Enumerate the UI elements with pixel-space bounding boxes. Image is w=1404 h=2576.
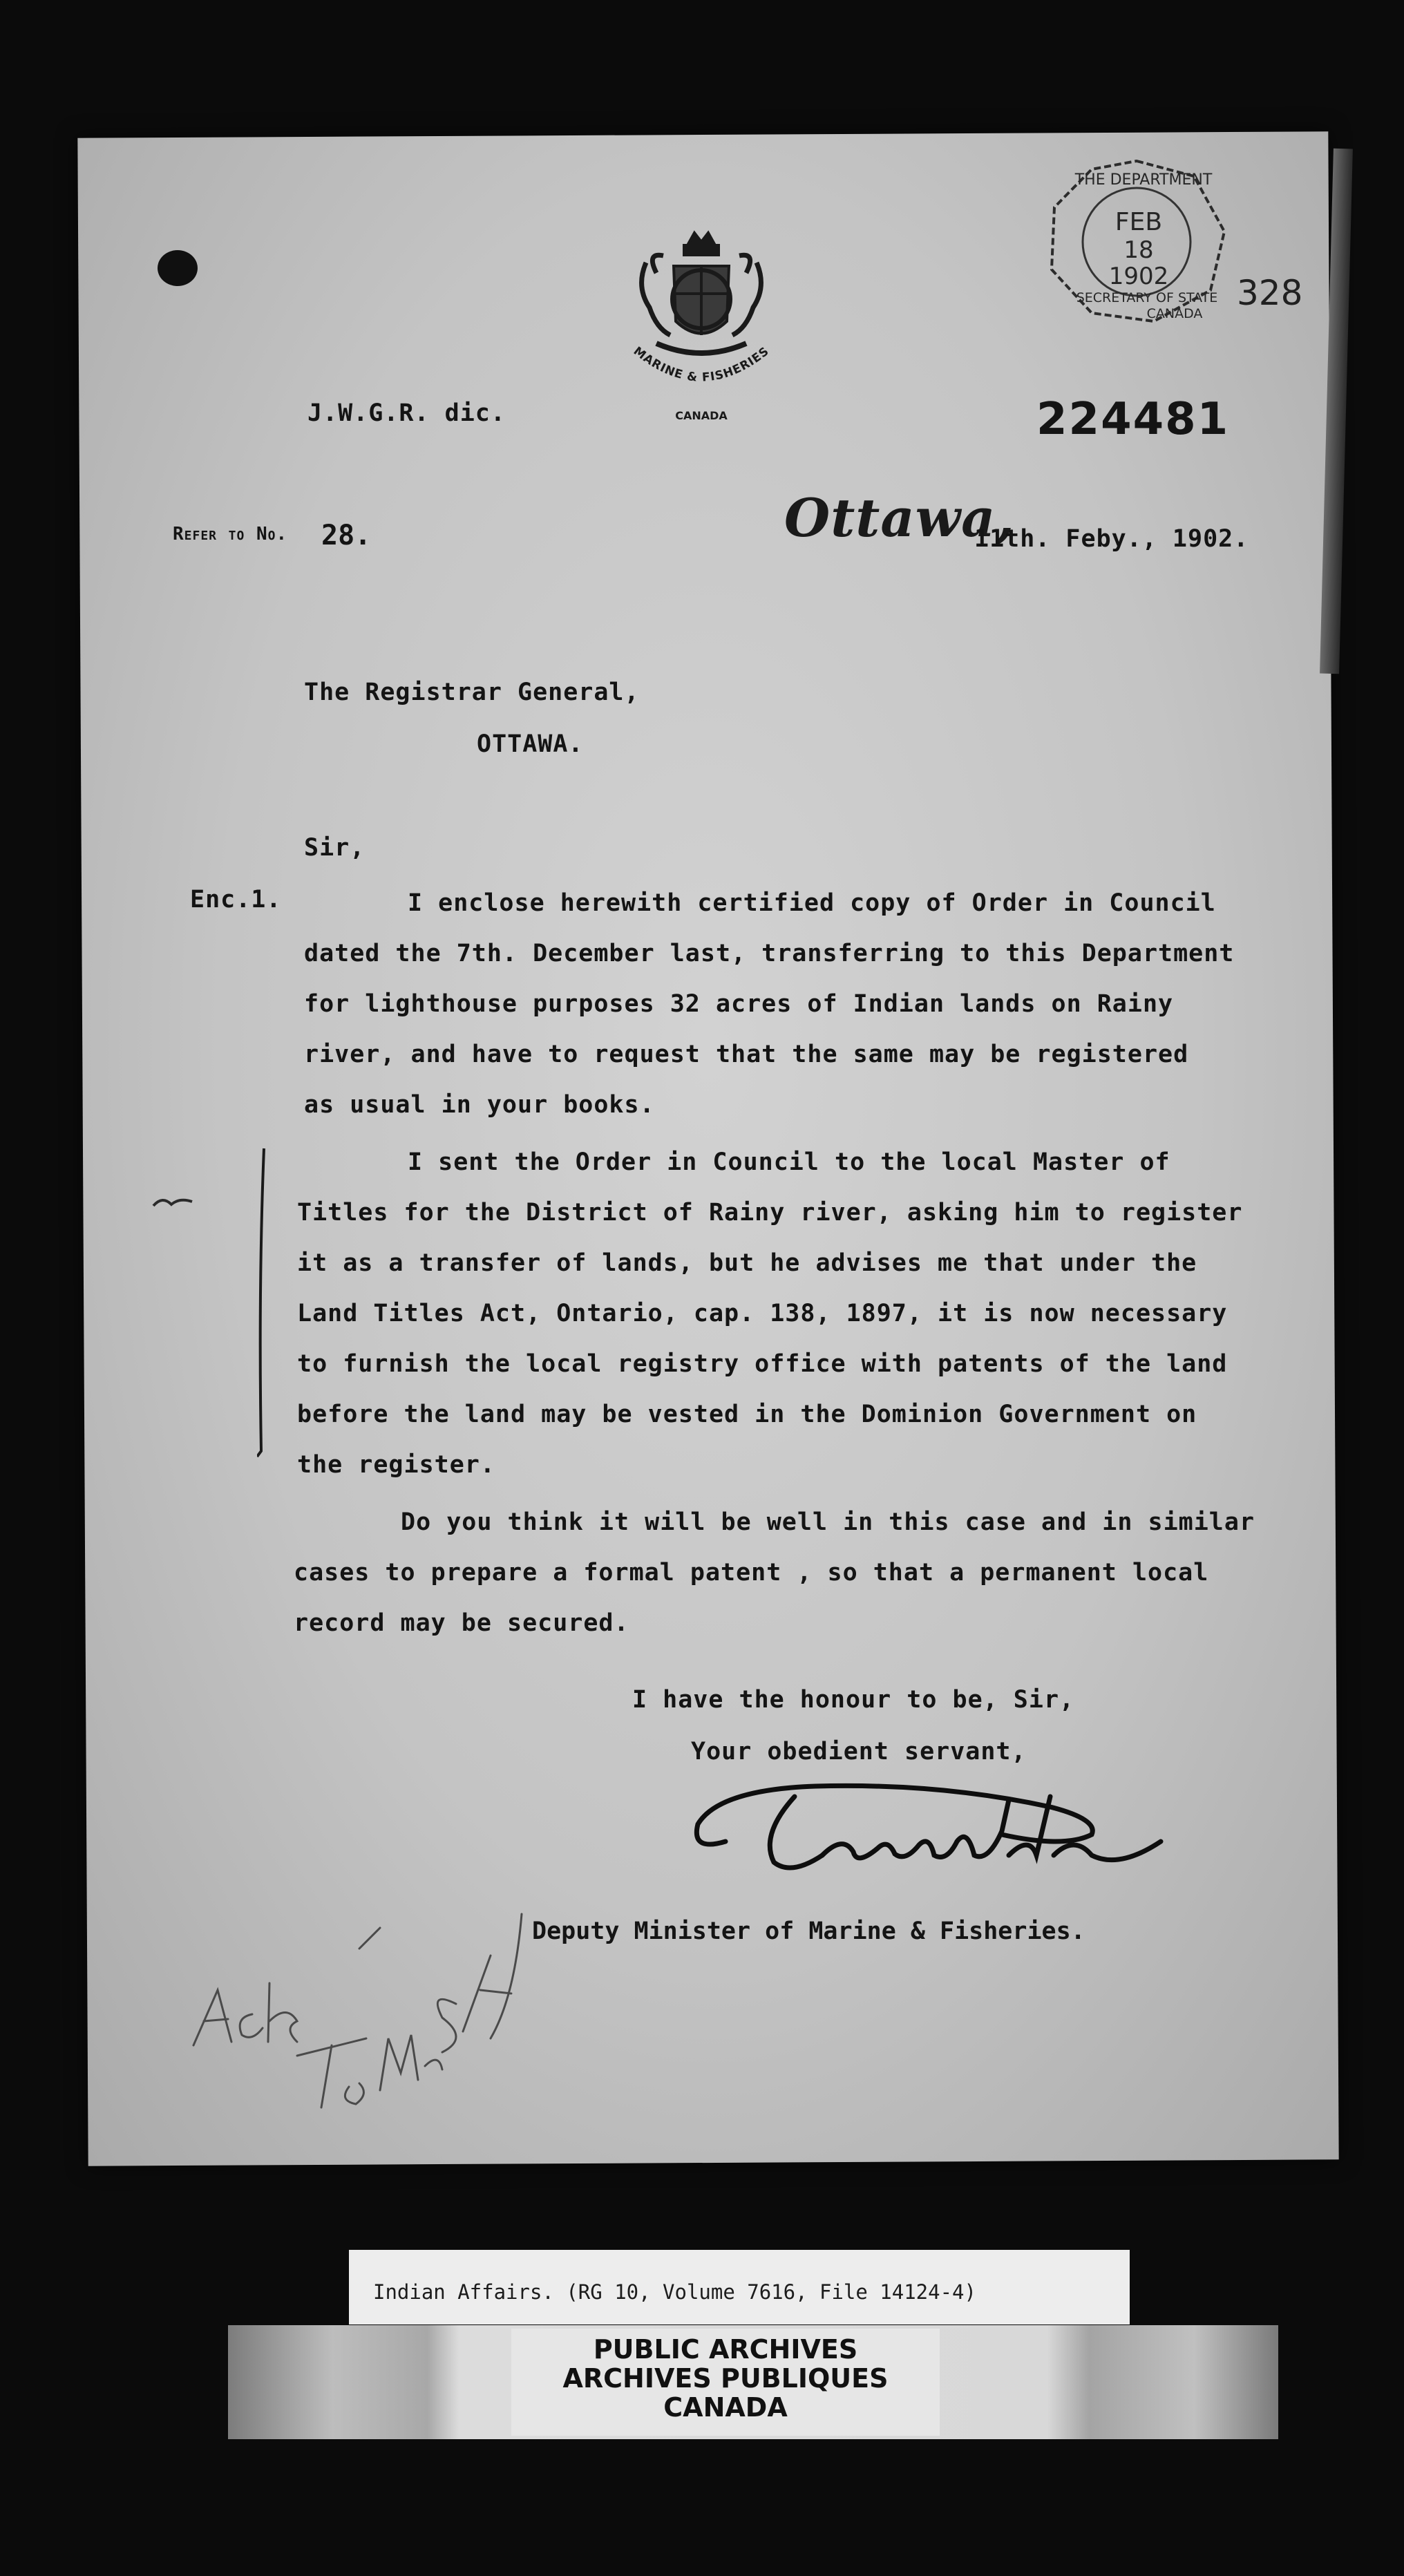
page-number: 328	[1237, 273, 1303, 313]
royal-crest-icon	[608, 225, 795, 425]
received-stamp	[1036, 149, 1237, 335]
paragraph-3-line-1: Do you think it will be well in this case and in similar	[401, 1508, 1255, 1536]
paragraph-2-line-3: it as a transfer of lands, but he advises me that under the	[297, 1249, 1197, 1277]
punch-hole	[158, 250, 198, 286]
archive-citation: Indian Affairs. (RG 10, Volume 7616, File 14124-4)	[373, 2280, 976, 2304]
paragraph-2-line-6: before the land may be vested in the Dominion Government on	[297, 1401, 1197, 1428]
archive-line-1: PUBLIC ARCHIVES	[593, 2334, 858, 2365]
enclosure-note: Enc.1.	[190, 886, 282, 913]
margin-mark-icon	[152, 1192, 193, 1213]
addressee-line-1: The Registrar General,	[304, 679, 640, 706]
paragraph-2-line-1: I sent the Order in Council to the local Master of	[408, 1148, 1170, 1176]
stamp-month: FEB	[1114, 208, 1163, 236]
stamp-day: 18	[1123, 236, 1154, 264]
closing-line-2: Your obedient servant,	[691, 1738, 1027, 1765]
stamp-line-6: CANADA	[1146, 306, 1203, 321]
refer-label: Refer to No.	[173, 524, 288, 544]
closing-line-1: I have the honour to be, Sir,	[632, 1686, 1075, 1714]
paragraph-2-line-7: the register.	[297, 1451, 495, 1479]
archive-line-3: CANADA	[663, 2392, 788, 2423]
stamp-year: 1902	[1108, 263, 1169, 290]
addressee-line-2: OTTAWA.	[477, 730, 584, 758]
margin-bracket	[257, 1147, 267, 1458]
paragraph-2-line-5: to furnish the local registry office with patents of the land	[297, 1350, 1228, 1378]
stamp-line-5: SECRETARY OF STATE	[1076, 290, 1218, 305]
paragraph-1-line-3: for lighthouse purposes 32 acres of Indian lands on Rainy	[304, 990, 1174, 1018]
letter-date: 11th. Feby., 1902.	[974, 525, 1249, 553]
paragraph-1-line-1: I enclose herewith certified copy of Order in Council	[408, 889, 1216, 917]
paragraph-2-line-4: Land Titles Act, Ontario, cap. 138, 1897, it is now necessary	[297, 1300, 1228, 1327]
pencil-note	[166, 1831, 525, 2121]
paragraph-3-line-2: cases to prepare a formal patent , so that a permanent local	[294, 1559, 1209, 1587]
signer-title: Deputy Minister of Marine & Fisheries.	[532, 1917, 1085, 1945]
paragraph-1-line-4: river, and have to request that the same may be registered	[304, 1041, 1189, 1068]
paragraph-3-line-3: record may be secured.	[294, 1609, 629, 1637]
place-name: Ottawa,	[784, 487, 1015, 549]
crest-subtext: CANADA	[675, 409, 728, 422]
paragraph-1-line-5: as usual in your books.	[304, 1091, 655, 1119]
dictation-ref: J.W.G.R. dic.	[307, 399, 506, 427]
archive-line-2: ARCHIVES PUBLIQUES	[562, 2363, 889, 2394]
paragraph-2-line-2: Titles for the District of Rainy river, asking him to register	[297, 1199, 1243, 1227]
file-number: 224481	[1036, 394, 1230, 445]
stamp-line-1: THE DEPARTMENT	[1074, 171, 1213, 189]
refer-number: 28.	[321, 520, 372, 551]
paragraph-1-line-2: dated the 7th. December last, transferring to this Department	[304, 940, 1235, 967]
salutation: Sir,	[304, 834, 366, 862]
crest-text: MARINE & FISHERIES	[630, 344, 772, 385]
signature	[677, 1759, 1175, 1917]
